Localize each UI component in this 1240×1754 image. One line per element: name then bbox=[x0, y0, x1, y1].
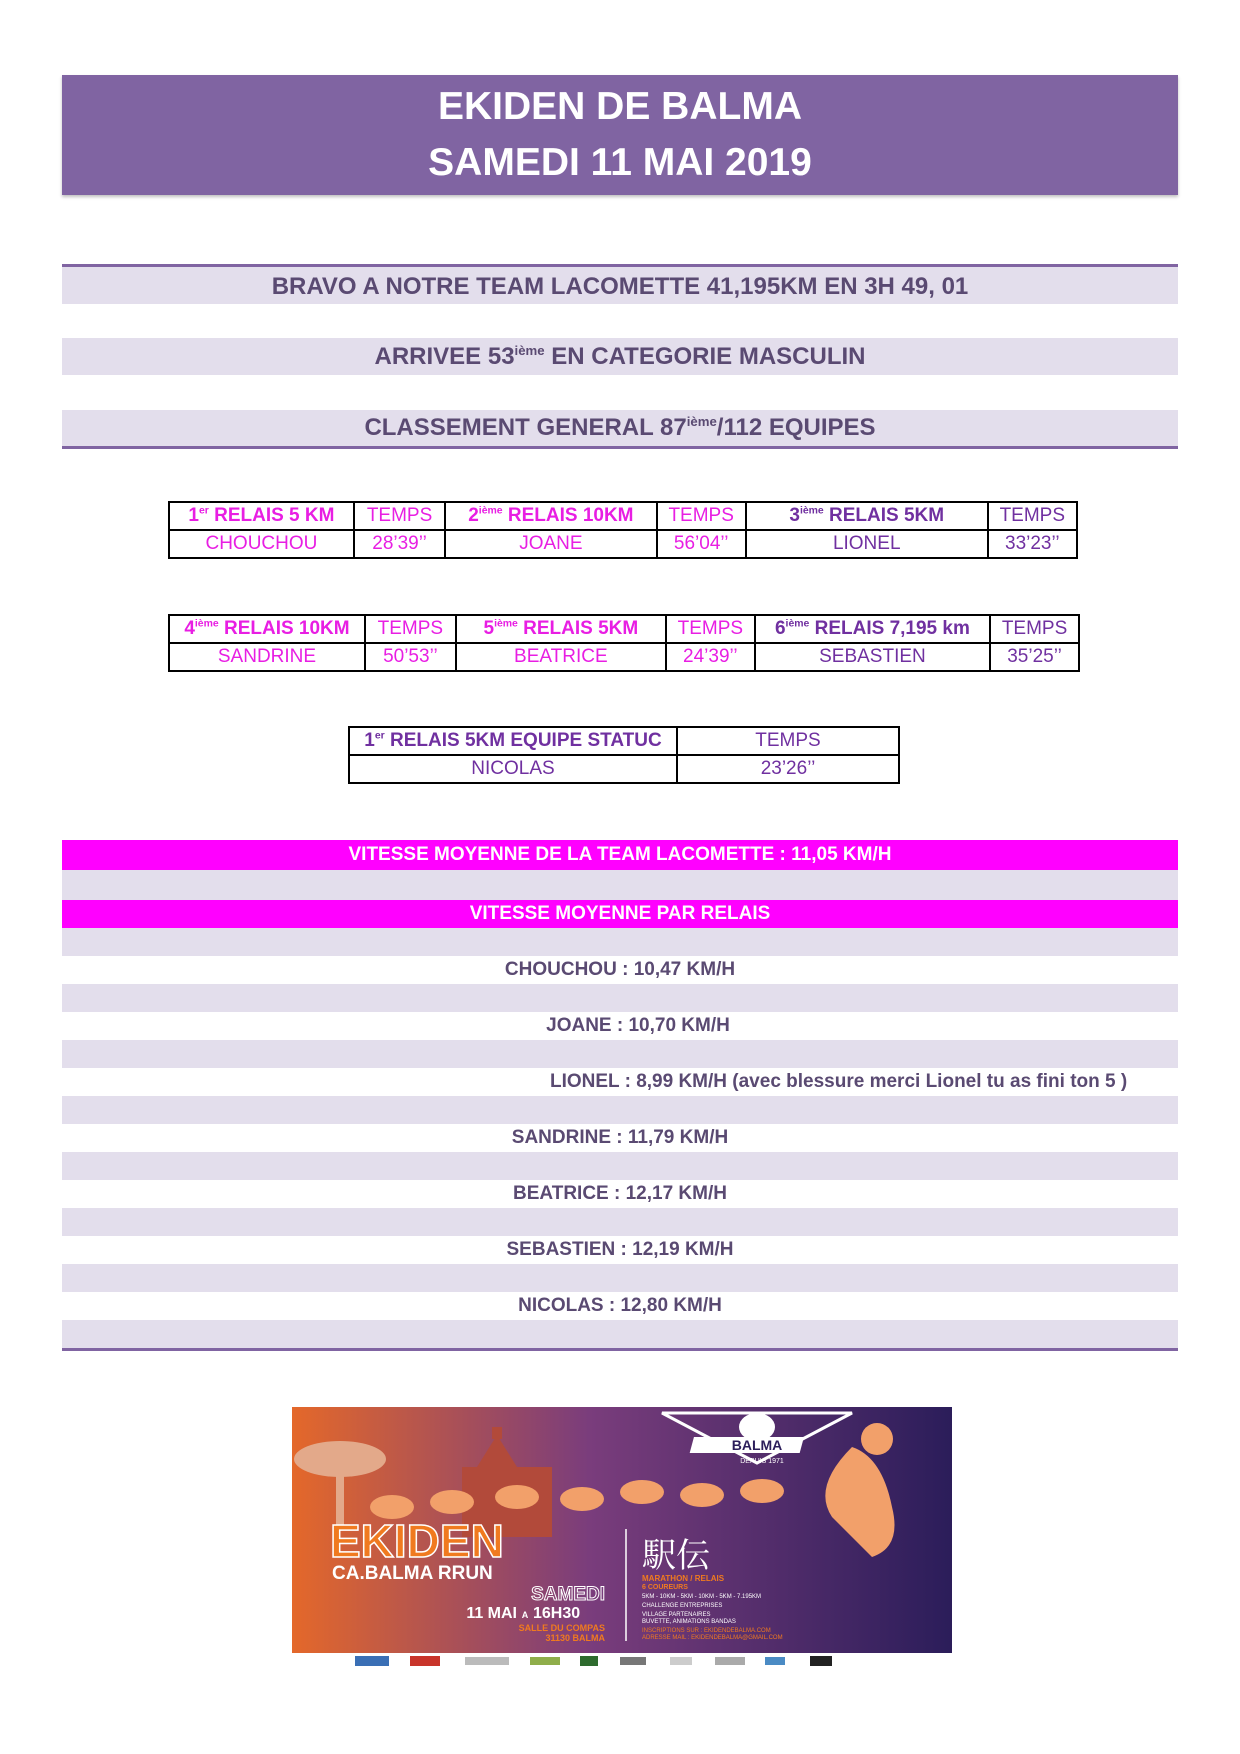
band bbox=[62, 1264, 1178, 1292]
relay-3-header: 3ième RELAIS 5KM bbox=[746, 502, 988, 530]
time-cell: 50’53’’ bbox=[365, 643, 456, 671]
speed-beatrice: BEATRICE : 12,17 KM/H bbox=[513, 1183, 727, 1204]
poster-distances: 5KM - 10KM - 5KM - 10KM - 5KM - 7.195KM bbox=[642, 1594, 762, 1600]
table-row bbox=[169, 643, 1079, 671]
time-cell: 56’04’’ bbox=[657, 530, 746, 558]
runner-cell: BEATRICE bbox=[456, 643, 666, 671]
relay-1-header: 1er RELAIS 5 KM bbox=[169, 502, 354, 530]
table-row bbox=[169, 615, 1079, 643]
poster-date: 11 MAI bbox=[466, 1605, 517, 1622]
time-cell: 23’26’’ bbox=[677, 755, 899, 783]
runner-cell: LIONEL bbox=[746, 530, 988, 558]
temps-header: TEMPS bbox=[677, 727, 899, 755]
poster-day: SAMEDI bbox=[531, 1584, 605, 1605]
event-poster bbox=[292, 1407, 952, 1653]
poster-a: A bbox=[521, 1610, 529, 1620]
poster-inscriptions: INSCRIPTIONS SUR : EKIDENDEBALMA.COM bbox=[642, 1628, 771, 1634]
table-row bbox=[349, 727, 899, 755]
team-speed-bar: VITESSE MOYENNE DE LA TEAM LACOMETTE : 11,05 KM/H bbox=[62, 840, 1178, 870]
per-relay-bar: VITESSE MOYENNE PAR RELAIS bbox=[62, 900, 1178, 928]
sponsor-logos bbox=[350, 1654, 890, 1668]
header-title: EKIDEN DE BALMA bbox=[437, 85, 802, 128]
poster-email: ADRESSE MAIL : EKIDENDEBALMA@GMAIL.COM bbox=[642, 1635, 783, 1641]
time-cell: 35’25’’ bbox=[990, 643, 1079, 671]
poster-marathon: MARATHON / RELAIS bbox=[642, 1574, 725, 1583]
band bbox=[62, 984, 1178, 1012]
poster-artwork bbox=[292, 1407, 952, 1653]
runner-cell: SANDRINE bbox=[169, 643, 365, 671]
poster-buvette: BUVETTE, ANIMATIONS BANDAS bbox=[642, 1619, 736, 1625]
relay-4-header: 4ième RELAIS 10KM bbox=[169, 615, 365, 643]
statuc-relay-header: 1er RELAIS 5KM EQUIPE STATUC bbox=[349, 727, 677, 755]
band bbox=[62, 1320, 1178, 1348]
relay-2-header: 2ième RELAIS 10KM bbox=[445, 502, 656, 530]
speed-sandrine: SANDRINE : 11,79 KM/H bbox=[511, 1127, 729, 1148]
temps-header: TEMPS bbox=[354, 502, 445, 530]
relay-table-2 bbox=[168, 614, 1080, 672]
speed-chouchou: CHOUCHOU : 10,47 KM/H bbox=[504, 959, 736, 980]
poster-time: 16H30 bbox=[533, 1605, 581, 1622]
band bbox=[62, 1152, 1178, 1180]
runner-cell: JOANE bbox=[445, 530, 656, 558]
relay-5-header: 5ième RELAIS 5KM bbox=[456, 615, 666, 643]
band bbox=[62, 1208, 1178, 1236]
poster-city: 31130 BALMA bbox=[545, 1633, 605, 1643]
speed-lionel: LIONEL : 8,99 KM/H (avec blessure merci Lionel tu as fini ton 5 ) bbox=[550, 1071, 1128, 1092]
temps-header: TEMPS bbox=[988, 502, 1077, 530]
poster-coureurs: 6 COUREURS bbox=[642, 1584, 688, 1591]
table-row bbox=[169, 530, 1077, 558]
section-bottom-rule bbox=[62, 446, 1178, 449]
arrivee-line: ARRIVEE 53ième EN CATEGORIE MASCULIN bbox=[374, 343, 866, 370]
poster-venue: SALLE DU COMPAS bbox=[518, 1623, 605, 1633]
table-row bbox=[349, 755, 899, 783]
classement-line: CLASSEMENT GENERAL 87ième/112 EQUIPES bbox=[364, 414, 876, 441]
page-header bbox=[62, 75, 1178, 195]
band bbox=[62, 928, 1178, 956]
poster-village: VILLAGE PARTENAIRES bbox=[642, 1612, 711, 1618]
temps-header: TEMPS bbox=[657, 502, 746, 530]
speed-sebastien: SEBASTIEN : 12,19 KM/H bbox=[506, 1239, 734, 1260]
speeds-bottom-rule bbox=[62, 1348, 1178, 1351]
relay-6-header: 6ième RELAIS 7,195 km bbox=[755, 615, 990, 643]
band bbox=[62, 1040, 1178, 1068]
time-cell: 33’23’’ bbox=[988, 530, 1077, 558]
speed-nicolas: NICOLAS : 12,80 KM/H bbox=[518, 1295, 722, 1316]
speed-joane: JOANE : 10,70 KM/H bbox=[546, 1015, 730, 1036]
poster-title: EKIDEN bbox=[330, 1515, 504, 1567]
sponsor-logo-strip bbox=[350, 1654, 890, 1668]
logo-text: BALMA bbox=[731, 1437, 783, 1453]
logo-subtext: DEPUIS 1971 bbox=[740, 1458, 784, 1465]
time-cell: 28’39’’ bbox=[354, 530, 445, 558]
time-cell: 24’39’’ bbox=[666, 643, 755, 671]
poster-challenge: CHALLENGE ENTREPRISES bbox=[642, 1603, 723, 1609]
temps-header: TEMPS bbox=[365, 615, 456, 643]
poster-kanji: 駅伝 bbox=[642, 1536, 710, 1576]
table-row bbox=[169, 502, 1077, 530]
runner-cell: CHOUCHOU bbox=[169, 530, 354, 558]
relay-table-1 bbox=[168, 501, 1078, 559]
temps-header: TEMPS bbox=[666, 615, 755, 643]
poster-subtitle: CA.BALMA RRUN bbox=[332, 1563, 493, 1584]
relay-table-3 bbox=[348, 726, 900, 784]
bravo-line: BRAVO A NOTRE TEAM LACOMETTE 41,195KM EN 3H 49, 01 bbox=[271, 273, 969, 300]
temps-header: TEMPS bbox=[990, 615, 1079, 643]
header-date: SAMEDI 11 MAI 2019 bbox=[428, 141, 812, 184]
runner-cell: SEBASTIEN bbox=[755, 643, 990, 671]
runner-cell: NICOLAS bbox=[349, 755, 677, 783]
band bbox=[62, 870, 1178, 900]
band bbox=[62, 1096, 1178, 1124]
